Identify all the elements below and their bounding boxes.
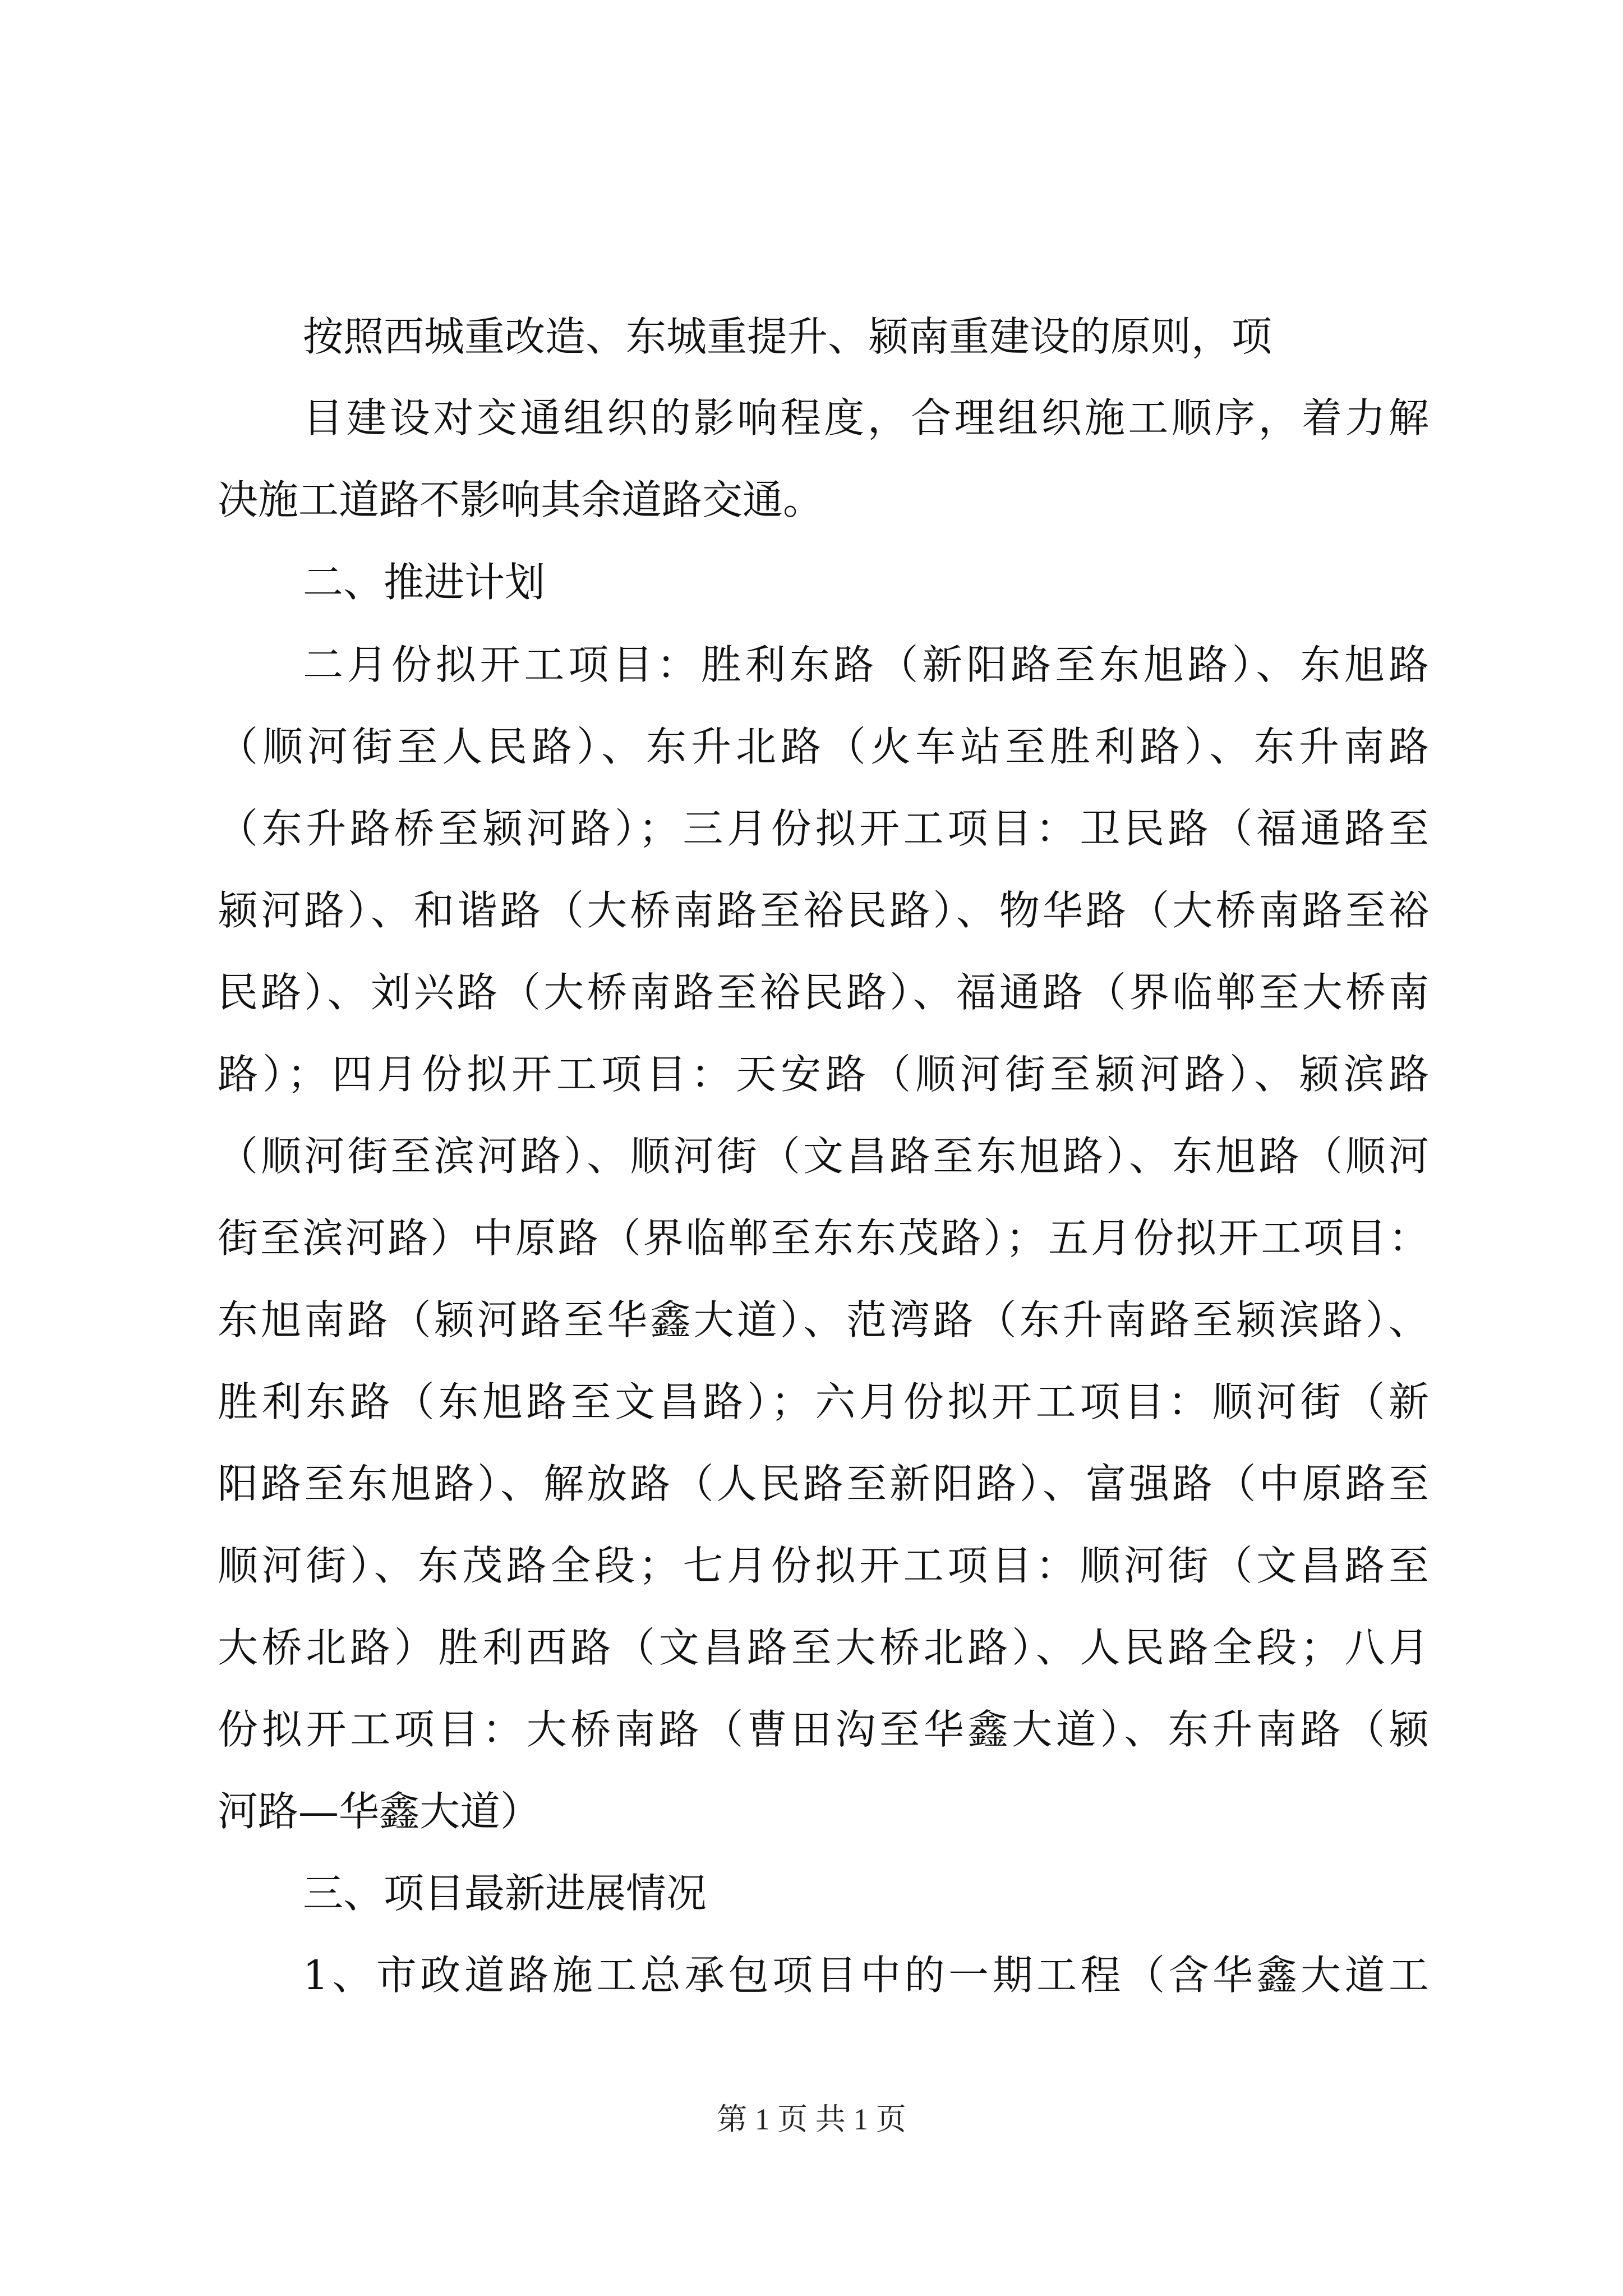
paragraph-line-15: 阳路至东旭路）、解放路（人民路至新阳路）、富强路（中原路至 — [218, 1460, 1429, 1507]
paragraph-line-10: 路）；四月份拟开工项目：天安路（顺河街至颍河路）、颍滨路 — [218, 1051, 1429, 1098]
paragraph-line-11: （顺河街至滨河路）、顺河街（文昌路至东旭路）、东旭路（顺河 — [218, 1133, 1429, 1180]
paragraph-line-16: 顺河街）、东茂路全段；七月份拟开工项目：顺河街（文昌路至 — [218, 1542, 1429, 1589]
section-heading-progress: 三、项目最新进展情况 — [303, 1870, 707, 1917]
paragraph-line-8: 颍河路）、和谐路（大桥南路至裕民路）、物华路（大桥南路至裕 — [218, 887, 1429, 934]
paragraph-line-9: 民路）、刘兴路（大桥南路至裕民路）、福通路（界临郸至大桥南 — [218, 969, 1429, 1016]
paragraph-line-5: 二月份拟开工项目：胜利东路（新阳路至东旭路）、东旭路 — [303, 641, 1429, 688]
paragraph-line-19: 河路—华鑫大道） — [218, 1788, 541, 1835]
paragraph-line-3: 决施工道路不影响其余道路交通。 — [218, 476, 824, 523]
paragraph-line-13: 东旭南路（颍河路至华鑫大道）、范湾路（东升南路至颍滨路）、 — [218, 1296, 1429, 1343]
section-heading-plan: 二、推进计划 — [303, 559, 546, 606]
paragraph-line-21: 1、市政道路施工总承包项目中的一期工程（含华鑫大道工 — [303, 1952, 1429, 1999]
page-footer: 第 1 页 共 1 页 — [717, 2102, 906, 2136]
paragraph-line-14: 胜利东路（东旭路至文昌路）；六月份拟开工项目：顺河街（新 — [218, 1378, 1429, 1425]
paragraph-line-2: 目建设对交通组织的影响程度，合理组织施工顺序，着力解 — [303, 394, 1429, 441]
paragraph-line-17: 大桥北路）胜利西路（文昌路至大桥北路）、人民路全段；八月 — [218, 1624, 1429, 1671]
paragraph-line-12: 街至滨河路）中原路（界临郸至东东茂路）；五月份拟开工项目： — [218, 1214, 1429, 1262]
paragraph-line-6: （顺河街至人民路）、东升北路（火车站至胜利路）、东升南路 — [218, 723, 1429, 770]
paragraph-line-7: （东升路桥至颍河路）；三月份拟开工项目：卫民路（福通路至 — [218, 805, 1429, 852]
paragraph-line-18: 份拟开工项目：大桥南路（曹田沟至华鑫大道）、东升南路（颍 — [218, 1706, 1429, 1753]
paragraph-line-1: 按照西城重改造、东城重提升、颍南重建设的原则，项 — [303, 313, 1272, 360]
